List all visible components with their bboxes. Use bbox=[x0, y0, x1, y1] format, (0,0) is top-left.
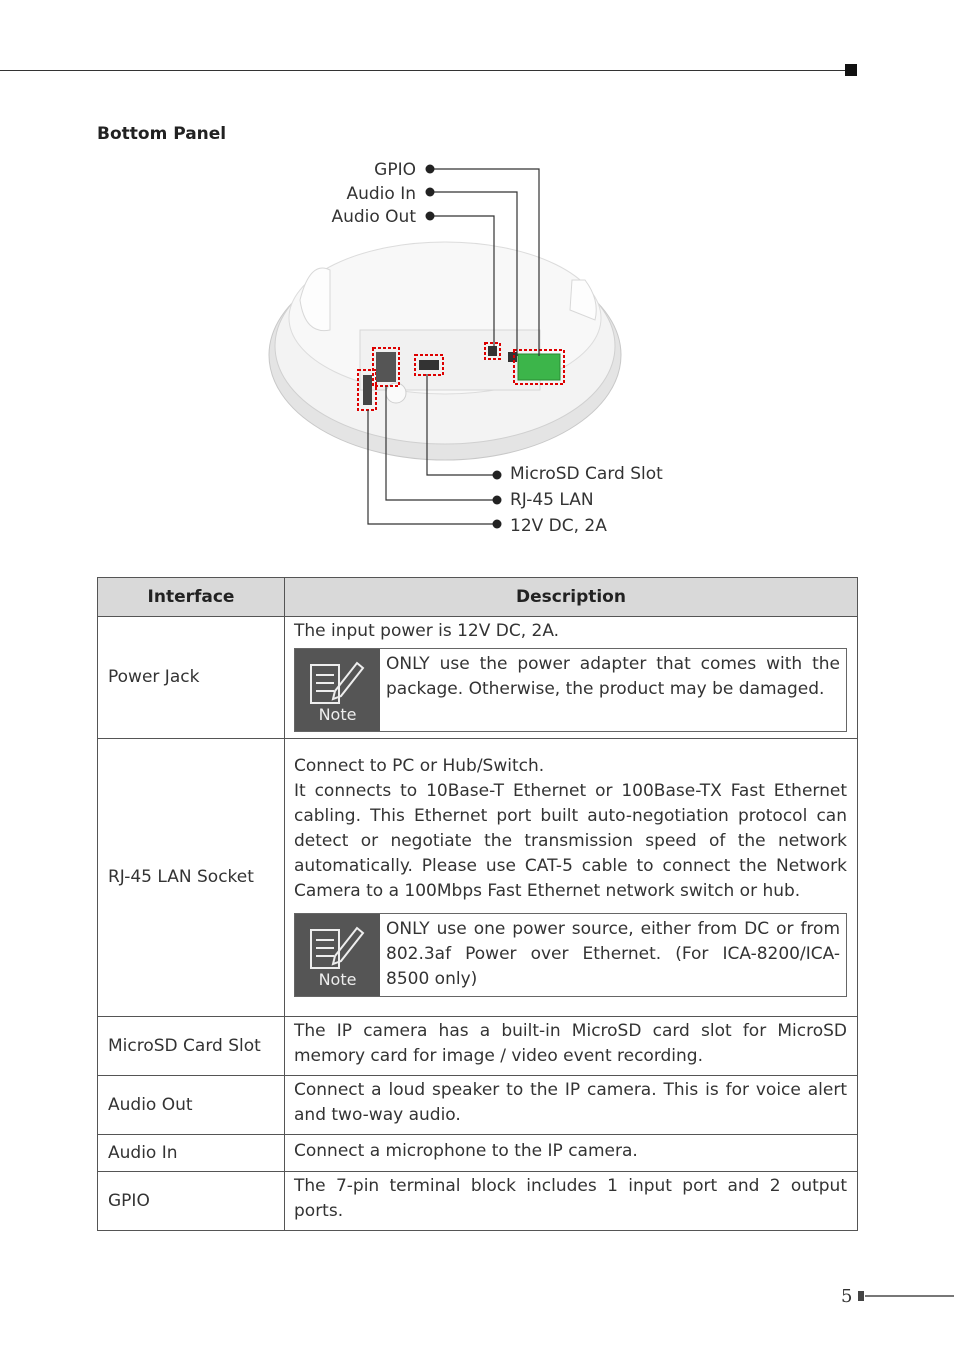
note-badge bbox=[295, 914, 380, 996]
note-text: ONLY use the power adapter that comes with the package. Otherwise, the product may be damaged. bbox=[386, 654, 840, 699]
footer-rule bbox=[865, 1295, 954, 1297]
label-power-dc: 12V DC, 2A bbox=[510, 516, 607, 536]
interface-table bbox=[97, 577, 858, 1231]
note-text: ONLY use one power source, either from DC or from 802.3af Power over Ethernet. (For ICA-8200/ICA-8500 only) bbox=[386, 919, 840, 989]
table-row bbox=[98, 1017, 858, 1076]
description-cell: The 7-pin terminal block includes 1 input port and 2 output ports. bbox=[285, 1172, 858, 1231]
page-number: 5 bbox=[841, 1286, 853, 1307]
description-text: Connect to PC or Hub/Switch. bbox=[294, 756, 545, 776]
interface-cell: Audio Out bbox=[98, 1076, 285, 1135]
description-cell: The IP camera has a built-in MicroSD card slot for MicroSD memory card for image / video event recording. bbox=[285, 1017, 858, 1076]
interface-cell: RJ-45 LAN Socket bbox=[98, 739, 285, 1017]
footer-tick bbox=[858, 1291, 864, 1301]
table-row bbox=[98, 739, 858, 1017]
interface-cell: Audio In bbox=[98, 1135, 285, 1172]
description-text: The input power is 12V DC, 2A. bbox=[294, 621, 560, 641]
note-label: Note bbox=[318, 705, 357, 724]
table-row bbox=[98, 1076, 858, 1135]
description-cell: Connect a microphone to the IP camera. bbox=[285, 1135, 858, 1172]
section-title: Bottom Panel bbox=[97, 124, 227, 144]
interface-cell: Power Jack bbox=[98, 617, 285, 739]
label-audio-out: Audio Out bbox=[331, 207, 416, 227]
label-microsd-slot: MicroSD Card Slot bbox=[510, 464, 663, 484]
table-row bbox=[98, 1135, 858, 1172]
bottom-panel-diagram bbox=[0, 0, 954, 560]
label-rj45-lan: RJ-45 LAN bbox=[510, 490, 594, 510]
note-box bbox=[294, 648, 847, 732]
note-box bbox=[294, 913, 847, 997]
interface-cell: MicroSD Card Slot bbox=[98, 1017, 285, 1076]
label-audio-in: Audio In bbox=[346, 184, 416, 204]
header-description: Description bbox=[285, 578, 858, 617]
label-gpio: GPIO bbox=[374, 160, 416, 180]
description-cell bbox=[285, 617, 858, 739]
interface-cell: GPIO bbox=[98, 1172, 285, 1231]
note-label: Note bbox=[318, 970, 357, 989]
table-header-row bbox=[98, 578, 858, 617]
description-cell: Connect a loud speaker to the IP camera. This is for voice alert and two-way audio. bbox=[285, 1076, 858, 1135]
camera-illustration bbox=[269, 242, 621, 460]
description-text: It connects to 10Base-T Ethernet or 100Base-TX Fast Ethernet cabling. This Ethernet port built auto-negotiation protocol can detect or negotiate the transmission speed of the network automatically. Please use CAT-5 cable to connect the Network Camera to a 100Mbps Fast Ethernet network switch or hub. bbox=[294, 781, 847, 901]
note-badge bbox=[295, 649, 380, 731]
table-row bbox=[98, 617, 858, 739]
table-row bbox=[98, 1172, 858, 1231]
description-cell bbox=[285, 739, 858, 1017]
header-interface: Interface bbox=[98, 578, 285, 617]
